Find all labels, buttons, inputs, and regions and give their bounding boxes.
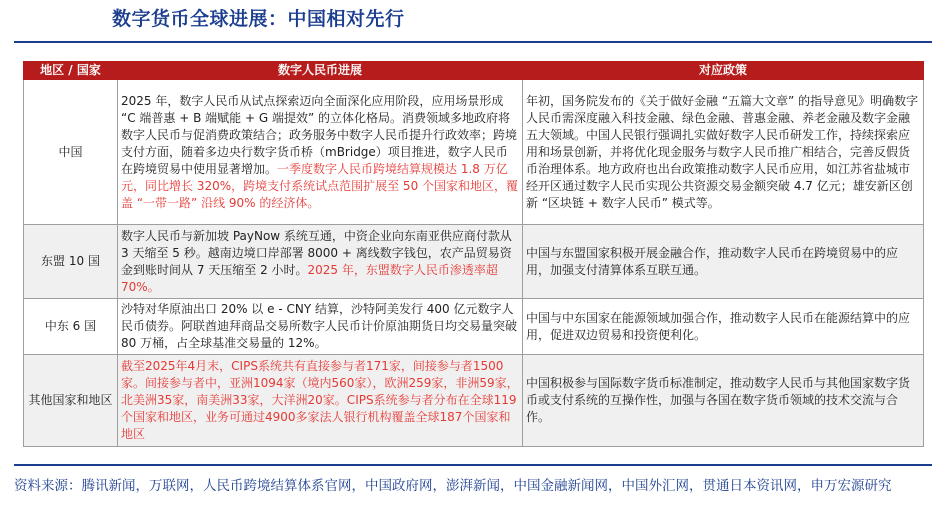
policy-cell: 中国与中东国家在能源领域加强合作，推动数字人民币在能源结算中的应用，促进双边贸易和投资便利化。 bbox=[523, 299, 924, 355]
region-cell: 东盟 10 国 bbox=[24, 225, 118, 299]
table-row bbox=[24, 225, 924, 299]
progress-cell bbox=[118, 225, 523, 299]
progress-table bbox=[23, 61, 924, 447]
region-cell: 中东 6 国 bbox=[24, 299, 118, 355]
table-row bbox=[24, 355, 924, 447]
progress-text: 沙特对华原油出口 20% 以 e - CNY 结算，沙特阿美发行 400 亿元数字人民币债券。阿联酋迪拜商品交易所数字人民币计价原油期货日均交易量突破 80 万桶，占全球基准交易量的 12%。 bbox=[121, 302, 518, 350]
title-divider bbox=[14, 41, 932, 43]
page-title: 数字货币全球进展：中国相对先行 bbox=[112, 8, 405, 30]
progress-text: 数字人民币与新加坡 PayNow 系统互通，中资企业向东南亚供应商付款从 3 天缩至 5 秒。越南边境口岸部署 8000 + 离线数字钱包，农产品贸易资金到账时间从 7 天压缩至 2 小时。 bbox=[121, 228, 512, 277]
progress-text: 2025 年，数字人民币从试点探索迈向全面深化应用阶段，应用场景形成 “C 端普惠 + B 端赋能 + G 端提效” 的立体化格局。消费领域多地政府将数字人民币与促消费政策结合；政务服务中数字人民币提升行政效率；跨境支付方面，随着多边央行数字货币桥（mBridge）项目推进，数字人民币在跨境贸易中使用显著增加。 bbox=[121, 93, 518, 176]
progress-cell bbox=[118, 355, 523, 447]
table-header-row bbox=[24, 62, 924, 80]
progress-cell bbox=[118, 80, 523, 225]
progress-highlight: 一季度数字人民币跨境结算规模达 1.8 万亿元，同比增长 320%，跨境支付系统试点范围扩展至 50 个国家和地区，覆盖 “一带一路” 沿线 90% 的经济体。 bbox=[121, 161, 519, 210]
progress-cell bbox=[118, 299, 523, 355]
policy-cell: 年初，国务院发布的《关于做好金融 “五篇大文章” 的指导意见》明确数字人民币需深度融入科技金融、绿色金融、普惠金融、养老金融及数字金融五大领域。中国人民银行强调扎实做好数字人民币研发工作，持续探索应用和场景创新，并将优化现金服务与数字人民币推广相结合，完善反假货币治理体系。地方政府也出台政策推动数字人民币应用，如江苏省盐城市经开区通过数字人民币实现公共资源交易金额突破 4.7 亿元；雄安新区创新 “区块链 + 数字人民币” 模式等。 bbox=[523, 80, 924, 225]
header-progress: 数字人民币进展 bbox=[118, 62, 523, 80]
source-divider bbox=[14, 464, 932, 466]
region-cell: 中国 bbox=[24, 80, 118, 225]
region-cell: 其他国家和地区 bbox=[24, 355, 118, 447]
header-policy: 对应政策 bbox=[523, 62, 924, 80]
header-region: 地区 / 国家 bbox=[24, 62, 118, 80]
source-note: 资料来源：腾讯新闻，万联网，人民币跨境结算体系官网，中国政府网，澎湃新闻，中国金融新闻网，中国外汇网，贯通日本资讯网，申万宏源研究 bbox=[14, 478, 892, 494]
policy-cell: 中国与东盟国家积极开展金融合作，推动数字人民币在跨境贸易中的应用，加强支付清算体系互联互通。 bbox=[523, 225, 924, 299]
progress-highlight: 截至2025年4月末，CIPS系统共有直接参与者171家，间接参与者1500家。间接参与者中，亚洲1094家（境内560家），欧洲259家，非洲59家，北美洲35家，南美洲33家，大洋洲20家。CIPS系统参与者分布在全球119个国家和地区，业务可通过4900多家法人银行机构覆盖全球187个国家和地区 bbox=[121, 359, 519, 441]
table-row bbox=[24, 80, 924, 225]
progress-highlight: 2025 年，东盟数字人民币渗透率超 70%。 bbox=[121, 262, 498, 294]
table-row bbox=[24, 299, 924, 355]
policy-cell: 中国积极参与国际数字货币标准制定，推动数字人民币与其他国家数字货币或支付系统的互操作性，加强与各国在数字货币领域的技术交流与合作。 bbox=[523, 355, 924, 447]
